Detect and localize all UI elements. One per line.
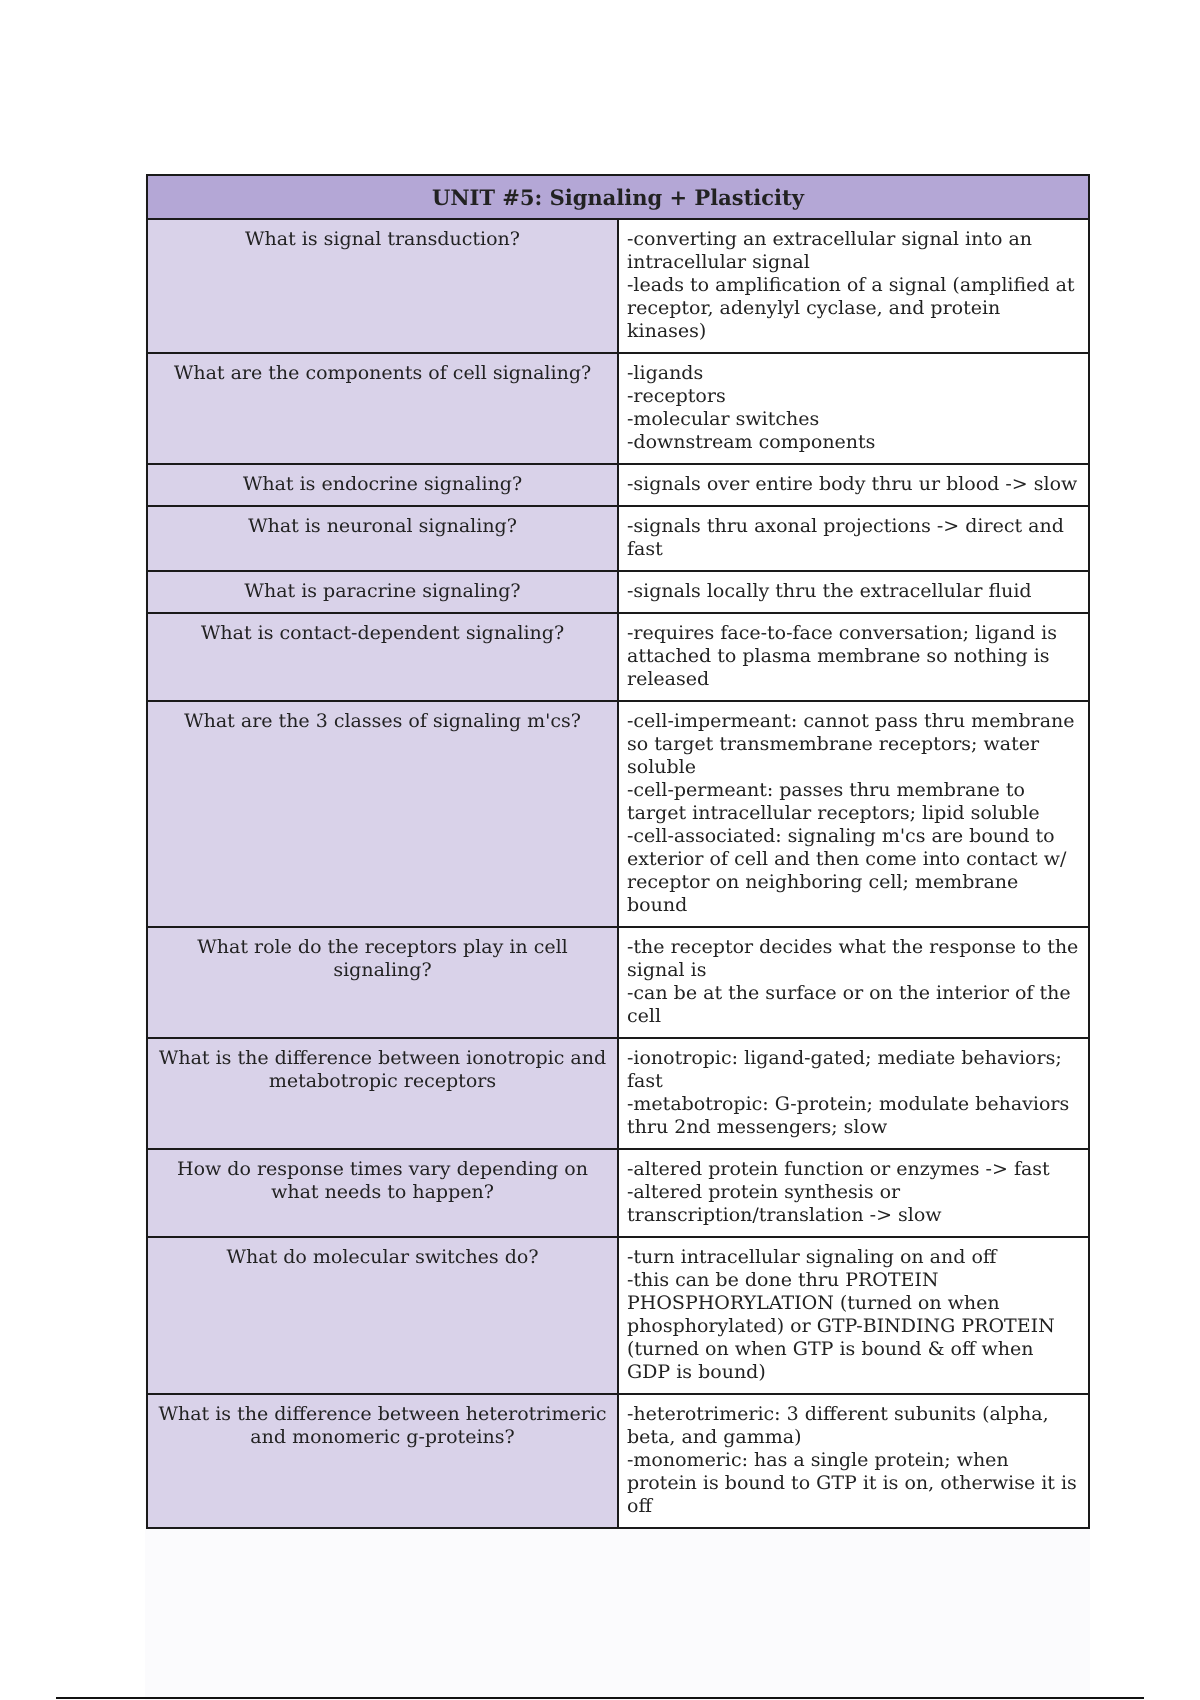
table-row [147,464,1089,506]
answer-cell [618,464,1089,506]
answer-line: -receptors [627,385,726,407]
answer-cell [618,506,1089,571]
question-cell: What is paracrine signaling? [147,571,618,613]
question-cell: What is endocrine signaling? [147,464,618,506]
table-row [147,219,1089,353]
answer-cell [618,353,1089,464]
answer-line: -downstream components [627,431,876,453]
answer-line: -cell-impermeant: cannot pass thru membrane so target transmembrane receptors; water soluble [627,710,1075,778]
table-row [147,1394,1089,1528]
answer-cell [618,1038,1089,1149]
answer-line: -metabotropic: G-protein; modulate behaviors thru 2nd messengers; slow [627,1093,1070,1138]
answer-line: -cell-associated: signaling m'cs are bound to exterior of cell and then come into contact w/ receptor on neighboring cell; membrane bound [627,825,1067,916]
question-cell: What is the difference between heterotrimeric and monomeric g-proteins? [147,1394,618,1528]
question-cell: What is signal transduction? [147,219,618,353]
answer-cell [618,571,1089,613]
answer-line: -signals locally thru the extracellular fluid [627,580,1032,602]
answer-line: -molecular switches [627,408,820,430]
table-row [147,353,1089,464]
answer-line: -ionotropic: ligand-gated; mediate behaviors; fast [627,1047,1062,1092]
answer-line: -the receptor decides what the response to the signal is [627,936,1079,981]
answer-cell [618,219,1089,353]
table-row [147,571,1089,613]
question-cell: What do molecular switches do? [147,1237,618,1394]
study-guide-table [146,174,1090,1529]
table-row [147,1038,1089,1149]
table-row [147,506,1089,571]
question-cell: What are the 3 classes of signaling m'cs? [147,701,618,927]
answer-line: -signals thru axonal projections -> direct and fast [627,515,1064,560]
question-cell: How do response times vary depending on what needs to happen? [147,1149,618,1237]
answer-cell [618,613,1089,701]
answer-cell [618,1237,1089,1394]
answer-line: -altered protein function or enzymes -> fast [627,1158,1050,1180]
bottom-divider [56,1697,1144,1699]
table-row [147,927,1089,1038]
answer-line: -turn intracellular signaling on and off [627,1246,997,1268]
answer-line: -converting an extracellular signal into an intracellular signal [627,228,1033,273]
answer-line: -signals over entire body thru ur blood -> slow [627,473,1078,495]
question-cell: What is the difference between ionotropic and metabotropic receptors [147,1038,618,1149]
table-row [147,701,1089,927]
answer-line: -cell-permeant: passes thru membrane to target intracellular receptors; lipid soluble [627,779,1040,824]
table-row [147,613,1089,701]
answer-line: -requires face-to-face conversation; ligand is attached to plasma membrane so nothing is released [627,622,1057,690]
answer-cell [618,701,1089,927]
question-cell: What role do the receptors play in cell signaling? [147,927,618,1038]
answer-line: -can be at the surface or on the interior of the cell [627,982,1071,1027]
table-body [147,219,1089,1528]
answer-cell [618,1394,1089,1528]
answer-line: -this can be done thru PROTEIN PHOSPHORYLATION (turned on when phosphorylated) or GTP-BINDING PROTEIN (turned on when GTP is bound & off when GDP is bound) [627,1269,1055,1383]
question-cell: What is neuronal signaling? [147,506,618,571]
answer-line: -heterotrimeric: 3 different subunits (alpha, beta, and gamma) [627,1403,1049,1448]
answer-cell [618,927,1089,1038]
table-title: UNIT #5: Signaling + Plasticity [147,175,1089,219]
answer-line: -leads to amplification of a signal (amplified at receptor, adenylyl cyclase, and protein kinases) [627,274,1075,342]
answer-line: -monomeric: has a single protein; when protein is bound to GTP it is on, otherwise it is off [627,1449,1077,1517]
answer-line: -ligands [627,362,704,384]
question-cell: What is contact-dependent signaling? [147,613,618,701]
table-header-row [147,175,1089,219]
question-cell: What are the components of cell signaling? [147,353,618,464]
answer-cell [618,1149,1089,1237]
table-row [147,1237,1089,1394]
answer-line: -altered protein synthesis or transcription/translation -> slow [627,1181,942,1226]
table-row [147,1149,1089,1237]
